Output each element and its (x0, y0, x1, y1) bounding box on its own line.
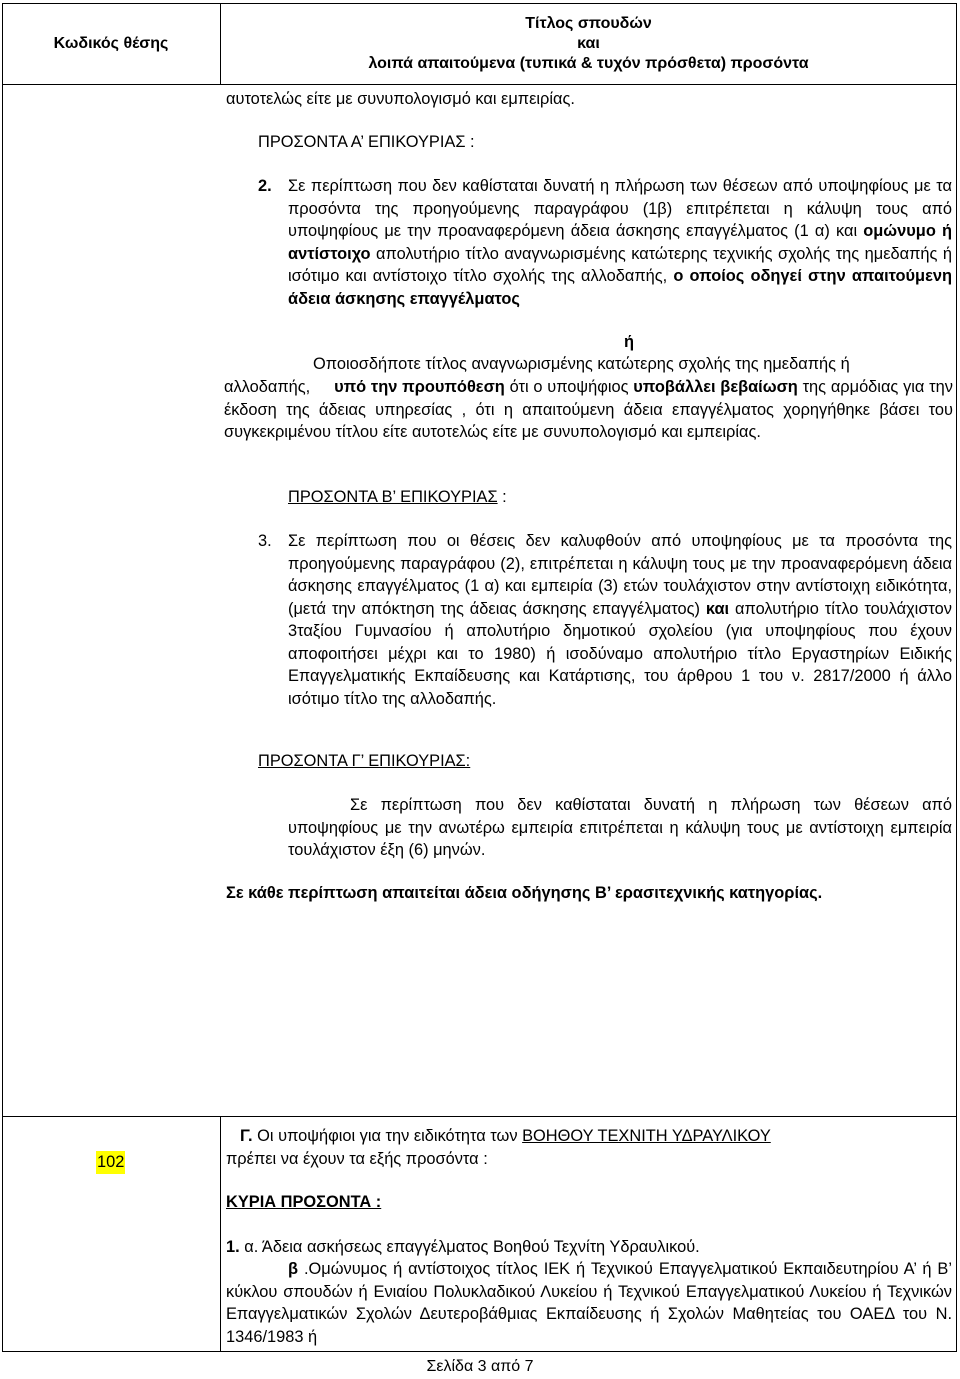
paragraph-c-text: Σε περίπτωση που δεν καθίσταται δυνατή η πλήρωση των θέσεων από υποψηφίους με την ανωτέρω εμπειρία επιτρέπεται η κάλυψη τους με αντίστοιχη εμπειρία τουλάχιστον έξη (6) μηνών. (288, 796, 952, 859)
license-note: Σε κάθε περίπτωση απαιτείται άδεια οδήγησης Β’ ερασιτεχνικής κατηγορίας. (226, 884, 823, 902)
table-border-left (2, 3, 3, 1352)
section-b-heading-text: ΠΡΟΣΟΝΤΑ Β’ ΕΠΙΚΟΥΡΙΑΣ (288, 488, 498, 506)
paragraph-3-text: Σε περίπτωση που οι θέσεις δεν καλυφθούν από υποψηφίους με τα προσόντα της προηγούμενης παραγράφου (2), επιτρέπεται η κάλυψη τους με την προαναφερόμενη άδεια άσκησης επαγγέλματος (1 α) και εμπειρία (3) ετών τουλάχιστον στην αντίστοιχη ειδικότητα, (μετά την απόκτηση της άδειας άσκησης επαγγέλματος) (288, 532, 952, 618)
row2-intro-text: Οι υποψήφιοι για την ειδικότητα των (252, 1127, 523, 1145)
paragraph-alt-indent: Οποιοσδήποτε τίτλος αναγνωρισμένης κατώτερης σχολής της ημεδαπής ή (313, 355, 850, 373)
paragraph-2-text: Σε περίπτωση που δεν καθίσταται δυνατή η πλήρωση των θέσεων από υποψηφίους με τα προσόντα της προηγούμενης παραγράφου (1β) επιτρέπεται η κάλυψη τους από υποψηφίους με την προαναφερόμενη άδεια άσκησης επαγγέλματος (1 α) και (288, 177, 952, 240)
paragraph-3-rest: απολυτήριο τίτλο τουλάχιστον 3ταξίου Γυμνασίου ή απολυτήριο δημοτικού σχολείου (για υποψηφίους που έχουν αποφοιτήσει μέχρι και το 1980) ή ισοδύναμο απολυτήριο τίτλο Εργαστηρίων Ειδικής Επαγγελματικής Εκπαίδευσης και Κατάρτισης, του άρθρου 1 του ν. 2817/2000 ή άλλο ισότιμο τίτλο της αλλοδαπής. (288, 599, 952, 708)
paragraph-2-bold-2: ο οποίος οδηγεί στην απαιτούμενη άδεια άσκησης επαγγέλματος (288, 267, 952, 308)
paragraph-alt-d: της αρμόδιας για την έκδοση της άδειας υπηρεσίας , ότι η απαιτούμενη άδεια επαγγέλματος χορηγήθηκε βάσει του συγκεκριμένου τίτλου είτε αυτοτελώς είτε με συνυπολογισμό και εμπειρίας. (224, 378, 953, 441)
main-qualifications-heading: ΚΥΡΙΑ ΠΡΟΣΟΝΤΑ : (226, 1193, 382, 1211)
page-number: Σελίδα 3 από 7 (426, 1358, 534, 1375)
section-b-heading-tail: : (497, 488, 507, 506)
paragraph-3 (288, 530, 952, 710)
header-divider (2, 84, 957, 85)
header-title-line2: και (577, 35, 600, 52)
row2-intro-line2: πρέπει να έχουν τα εξής προσόντα : (226, 1150, 488, 1168)
section-c-heading: ΠΡΟΣΟΝΤΑ Γ’ ΕΠΙΚΟΥΡΙΑΣ: (258, 752, 471, 770)
paragraph-alt-bold-2: υποβάλλει βεβαίωση (633, 378, 798, 396)
row-divider (2, 1116, 957, 1117)
header-title-block (221, 14, 956, 74)
continuation-line: αυτοτελώς είτε με συνυπολογισμό και εμπειρίας. (226, 90, 575, 108)
paragraph-3-number: 3. (258, 532, 272, 550)
paragraph-alt (224, 376, 953, 444)
table-border-top (2, 3, 957, 4)
paragraph-2-rest: απολυτήριο τίτλο αναγνωρισμένης κατώτερης τεχνικής σχολής της ημεδαπής ή ισότιμο και αντίστοιχο τίτλο σχολής της αλλοδαπής, (288, 244, 952, 285)
paragraph-alt-c: ότι ο υποψήφιος (504, 378, 634, 396)
item-1 (226, 1236, 700, 1259)
header-title-line3: λοιπά απαιτούμενα (τυπικά & τυχόν πρόσθετα) προσόντα (368, 55, 809, 72)
paragraph-c (288, 794, 952, 862)
row2-specialty: ΒΟΗΘΟΥ ΤΕΧΝΙΤΗ ΥΔΡΑΥΛΙΚΟΥ (522, 1127, 771, 1145)
table-border-right (956, 3, 957, 1352)
table-border-bottom (2, 1351, 957, 1352)
paragraph-2-number: 2. (258, 177, 272, 195)
paragraph-2 (288, 175, 952, 310)
row2-letter: Γ. (240, 1127, 253, 1145)
or-separator: ή (624, 333, 635, 351)
section-a-heading: ΠΡΟΣΟΝΤΑ Α’ ΕΠΙΚΟΥΡΙΑΣ : (258, 133, 475, 151)
item-b (226, 1258, 952, 1348)
item-b-text: .Ομώνυμος ή αντίστοιχος τίτλος ΙΕΚ ή Τεχνικού Επαγγελματικού Εκπαιδευτηρίου Α’ ή Β’ κύκλου σπουδών ή Ενιαίου Πολυκλαδικού Λυκείου ή Τεχνικού Επαγγελματικού Λυκείου ή Τεχνικών Επαγγελματικών Σχολών Δευτεροβάθμιας Εκπαίδευσης ή Σχολών Μαθητείας του ΟΑΕΔ του Ν. 1346/1983 ή (226, 1260, 952, 1346)
paragraph-3-bold: και (705, 599, 730, 618)
item-1-text: α. Άδεια ασκήσεως επαγγέλματος Βοηθού Τεχνίτη Υδραυλικού. (239, 1238, 700, 1256)
row2-col-divider (220, 1116, 221, 1352)
row2-intro (226, 1125, 952, 1148)
item-1-number: 1. (226, 1238, 240, 1256)
paragraph-alt-a: αλλοδαπής, (224, 378, 335, 396)
paragraph-2-bold-1: ομώνυμο ή αντίστοιχο (288, 222, 952, 263)
header-title-line1: Τίτλος σπουδών (525, 15, 652, 32)
paragraph-alt-bold-1: υπό την προυπόθεση (334, 378, 505, 396)
position-code: 102 (96, 1151, 125, 1174)
header-code-label: Κωδικός θέσης (53, 35, 169, 52)
item-b-label: β (288, 1260, 299, 1278)
section-b-heading (288, 486, 507, 509)
